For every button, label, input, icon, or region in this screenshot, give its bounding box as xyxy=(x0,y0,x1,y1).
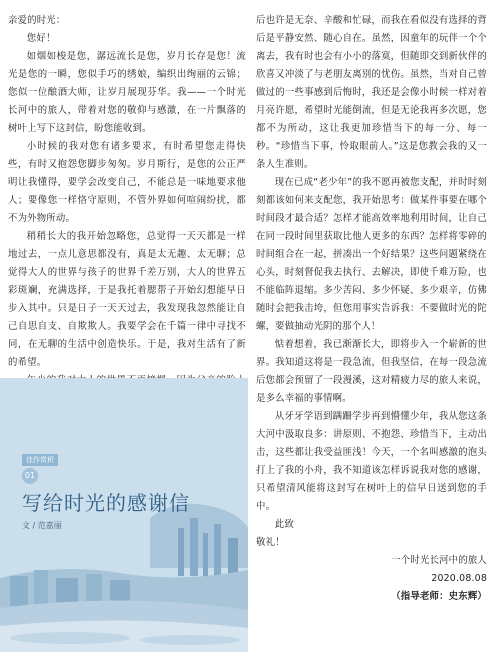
closing-salute: 敬礼！ xyxy=(256,537,285,548)
paragraph: 惦着想着，我已渐渐长大，即将步入一个崭新的世界。我知道这将是一段急流，但我坚信，在每一段急流后您都会预留了一段漫溪，这对精疲力尽的旅人来说，是多么幸福的事情啊。 xyxy=(256,339,487,404)
paragraph: 小时候的我对您有诸多要求，有时希望您走得快些，有时又抱怨您脚步匆匆。岁月斯行，是您的公正严明让我懂得，要学会改变自己，不能总是一味地要求他人；要像您一样恪守原则，不管外界如何喧闹纷扰，都不为外物所动。 xyxy=(8,141,246,224)
teacher-credit: （指导老师：史东辉） xyxy=(391,591,487,602)
paragraph: 稍稍长大的我开始忽略您，总觉得一天天都是一样地过去，一点儿意思都没有，真是太无趣、太无聊；总觉得大人的世界与孩子的世界千差万别，大人的世界五彩斑斓，充满选择，于是我托着腮帮子开始幻想能早日步入其中。只是日子一天天过去，我发现我忽然能让自己自思自支、自欺欺人。我要学会在千篇一律中寻找不同，在无聊的生活中创造快乐。于是，我对生活有了新的希望。 xyxy=(8,231,246,368)
left-column xyxy=(8,12,246,426)
salutation: 亲爱的时光： xyxy=(8,15,66,26)
paragraph: 如烟如梭是您，潺远流长是您，岁月长存是您！流光是您的一瞬，您似手巧的绣娘，编织出绚丽的云锦；您似一位酿酒大师，让岁月展现芬华。我——一个时光长河中的旅人，带着对您的敬仰与感激，在一片飘落的树叶上写下这封信，盼您能收到。 xyxy=(8,51,246,134)
article-author: 文 / 范嘉丽 xyxy=(22,521,62,530)
paragraph: 从牙牙学语到蹒跚学步再到懵懂少年，我从您这条大河中汲取良多：讲原则、不抱怨、珍惜当下，主动出击，这些都让我受益匪浅！今天，一个名叫感激的泡头打上了我的小舟，我不知道该怎样诉说我对您的感谢，只希望清风能将这封写在树叶上的信早日送到您的手中。 xyxy=(256,411,487,512)
greeting: 您好！ xyxy=(26,33,56,44)
article-banner xyxy=(0,378,248,652)
article-title: 写给时光的感谢信 xyxy=(22,491,190,515)
date: 2020.08.08 xyxy=(431,573,487,584)
right-column xyxy=(256,12,487,606)
closing-line: 此致 xyxy=(274,519,294,530)
article-number: 01 xyxy=(22,468,38,484)
paragraph: 后也许是无奈、辛酸和忙碌，而我在看似没有选择的背后是平静安然、随心自在。虽然，因童年的玩伴一个个离去，我有时也会有小小的落寞，但随即交到新伙伴的欣喜又冲淡了与老朋友离别的忧伤。虽然，当对自己曾做过的一些事感到后悔时，我还是会像小时候一样对着月亮许愿，希望时光能倒流，但是无论我再多次愿，您都不为所动，这让我更加珍惜当下的每一分、每一秒。“珍惜当下事，怜取眼前人。”这是您教会我的又一条人生准则。 xyxy=(256,15,487,170)
paragraph: 现在已成“老少年”的我不愿再被您支配，并时时刻刻都该如何来支配您，我开始思考：做某件事要在哪个时间段才最合适？怎样才能高效率地利用时间，让自己在同一段时间里获取比他人更多的东西？怎样将零碎的时间组合在一起，拼凑出一个好结果？这些问题紧绕在心头，时刻督促我去执行、去解决，即使千难万险，也不能临阵退缩。多少苦闷、多少怀疑、多少艰辛，仿佛随时会把我击垮，但您用事实告诉我：不要做时光的陀螺，要做抽动光阴的那个人！ xyxy=(256,177,487,332)
category-tag: 佳作赏析 xyxy=(22,454,58,466)
signature: 一个时光长河中的旅人 xyxy=(391,555,487,566)
